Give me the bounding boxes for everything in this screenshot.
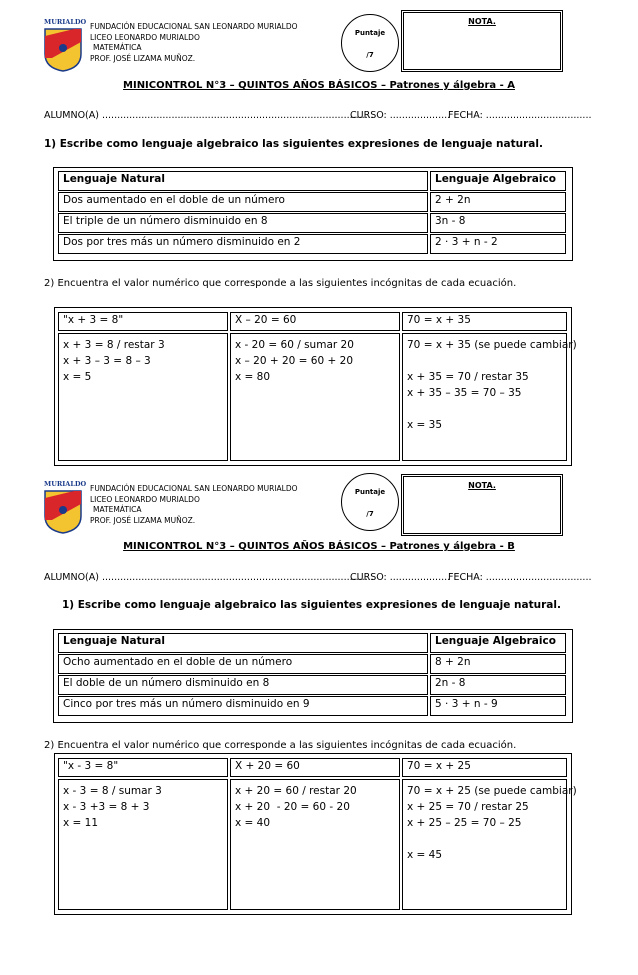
table-cell: X + 20 = 60 (230, 758, 400, 777)
eq-line: x = 35 (407, 419, 443, 431)
subject-name: MATEMÁTICA (93, 43, 142, 52)
school-name: LICEO LEONARDO MURIALDO (90, 494, 200, 504)
eq-line: x + 25 = 70 / restar 25 (407, 801, 529, 813)
table-cell: X – 20 = 60 (230, 312, 400, 331)
form-b-title: MINICONTROL N°3 – QUINTOS AÑOS BÁSICOS – Patrones y álgebra - B (123, 541, 515, 552)
table-cell: 8 + 2n (430, 654, 566, 674)
form-b-eq-col-1 (58, 779, 228, 910)
form-b-curso: CURSO: .................... (350, 572, 451, 583)
school-name: LICEO LEONARDO MURIALDO (90, 32, 200, 42)
eq-line: x - 20 = 60 / sumar 20 (235, 339, 354, 351)
form-a-question-2: 2) Encuentra el valor numérico que corresponde a las siguientes incógnitas de cada ecuación. (44, 278, 517, 289)
form-b-eq-col-3 (402, 779, 577, 910)
form-b-question-1: 1) Escribe como lenguaje algebraico las siguientes expresiones de lenguaje natural. (62, 599, 561, 611)
institution-name: FUNDACIÓN EDUCACIONAL SAN LEONARDO MURIALDO (90, 484, 298, 493)
table-cell: "x + 3 = 8" (58, 312, 228, 331)
institution-name: FUNDACIÓN EDUCACIONAL SAN LEONARDO MURIALDO (90, 22, 298, 31)
form-a-eq-col-3 (402, 333, 577, 461)
score-label: Puntaje (354, 488, 386, 496)
eq-line: 70 = x + 35 (se puede cambiar) (407, 339, 577, 351)
table-cell: 2 · 3 + n - 2 (430, 234, 566, 254)
eq-line: x + 3 = 8 / restar 3 (63, 339, 165, 351)
form-a-t1-header-algebraic: Lenguaje Algebraico (430, 171, 566, 191)
eq-line: x = 11 (63, 817, 99, 829)
form-a-question-1: 1) Escribe como lenguaje algebraico las siguientes expresiones de lenguaje natural. (44, 138, 543, 150)
form-b-alumno: ALUMNO(A) .......................................................................................... (44, 572, 374, 583)
shield-icon (44, 28, 82, 72)
grade-box (401, 474, 563, 536)
eq-line: x = 80 (235, 371, 271, 383)
eq-line: 70 = x + 25 (se puede cambiar) (407, 785, 577, 797)
eq-line: x + 20 - 20 = 60 - 20 (235, 801, 350, 813)
form-a-curso: CURSO: .................... (350, 110, 451, 121)
form-a-fecha: FECHA: ................................... (448, 110, 592, 121)
eq-line (407, 353, 562, 369)
eq-line: x = 40 (235, 817, 271, 829)
form-b-fecha: FECHA: ................................... (448, 572, 592, 583)
grade-box (401, 10, 563, 72)
header-block (90, 22, 298, 64)
eq-line: x + 25 – 25 = 70 – 25 (407, 817, 522, 829)
table-cell: El doble de un número disminuido en 8 (58, 675, 428, 695)
school-logo (44, 480, 87, 530)
table-cell: Cinco por tres más un número disminuido en 9 (58, 696, 428, 716)
header-block (90, 484, 298, 526)
table-cell: El triple de un número disminuido en 8 (58, 213, 428, 233)
form-a-title: MINICONTROL N°3 – QUINTOS AÑOS BÁSICOS – Patrones y álgebra - A (123, 80, 515, 91)
eq-line: x – 20 + 20 = 60 + 20 (235, 355, 354, 367)
table-cell: 70 = x + 35 (402, 312, 567, 331)
score-label: Puntaje (354, 29, 386, 37)
grade-label: NOTA. (468, 17, 496, 26)
grade-label: NOTA. (468, 481, 496, 490)
subject-name: MATEMÁTICA (93, 505, 142, 514)
form-a-eq-col-1 (58, 333, 228, 461)
table-cell: 2 + 2n (430, 192, 566, 212)
eq-line (407, 401, 562, 417)
eq-line: x + 35 = 70 / restar 35 (407, 371, 529, 383)
form-a-eq-col-2 (230, 333, 400, 461)
eq-line: x - 3 +3 = 8 + 3 (63, 801, 150, 813)
table-cell: 70 = x + 25 (402, 758, 567, 777)
score-circle (341, 473, 399, 531)
logo-caption: MURIALDO (44, 18, 87, 26)
form-b-t1-header-natural: Lenguaje Natural (58, 633, 428, 653)
form-a-alumno: ALUMNO(A) .......................................................................................... (44, 110, 374, 121)
score-value: /7 (366, 51, 374, 59)
school-logo (44, 18, 87, 68)
eq-line: x + 20 = 60 / restar 20 (235, 785, 357, 797)
table-cell: 3n - 8 (430, 213, 566, 233)
eq-line (407, 831, 562, 847)
eq-line: x + 35 – 35 = 70 – 35 (407, 387, 522, 399)
form-b-question-2: 2) Encuentra el valor numérico que corresponde a las siguientes incógnitas de cada ecuación. (44, 740, 517, 751)
table-cell: 2n - 8 (430, 675, 566, 695)
table-cell: 5 · 3 + n - 9 (430, 696, 566, 716)
teacher-name: PROF. JOSÉ LIZAMA MUÑOZ. (90, 53, 196, 63)
form-b-t1-header-algebraic: Lenguaje Algebraico (430, 633, 566, 653)
table-cell: "x - 3 = 8" (58, 758, 228, 777)
score-value: /7 (366, 510, 374, 518)
score-circle (341, 14, 399, 72)
form-b-eq-col-2 (230, 779, 400, 910)
form-a-t1-header-natural: Lenguaje Natural (58, 171, 428, 191)
teacher-name: PROF. JOSÉ LIZAMA MUÑOZ. (90, 515, 196, 525)
eq-line: x = 45 (407, 849, 443, 861)
table-cell: Dos aumentado en el doble de un número (58, 192, 428, 212)
eq-line: x + 3 – 3 = 8 – 3 (63, 355, 151, 367)
logo-caption: MURIALDO (44, 480, 87, 488)
shield-icon (44, 490, 82, 534)
eq-line: x - 3 = 8 / sumar 3 (63, 785, 162, 797)
table-cell: Ocho aumentado en el doble de un número (58, 654, 428, 674)
eq-line: x = 5 (63, 371, 92, 383)
table-cell: Dos por tres más un número disminuido en 2 (58, 234, 428, 254)
